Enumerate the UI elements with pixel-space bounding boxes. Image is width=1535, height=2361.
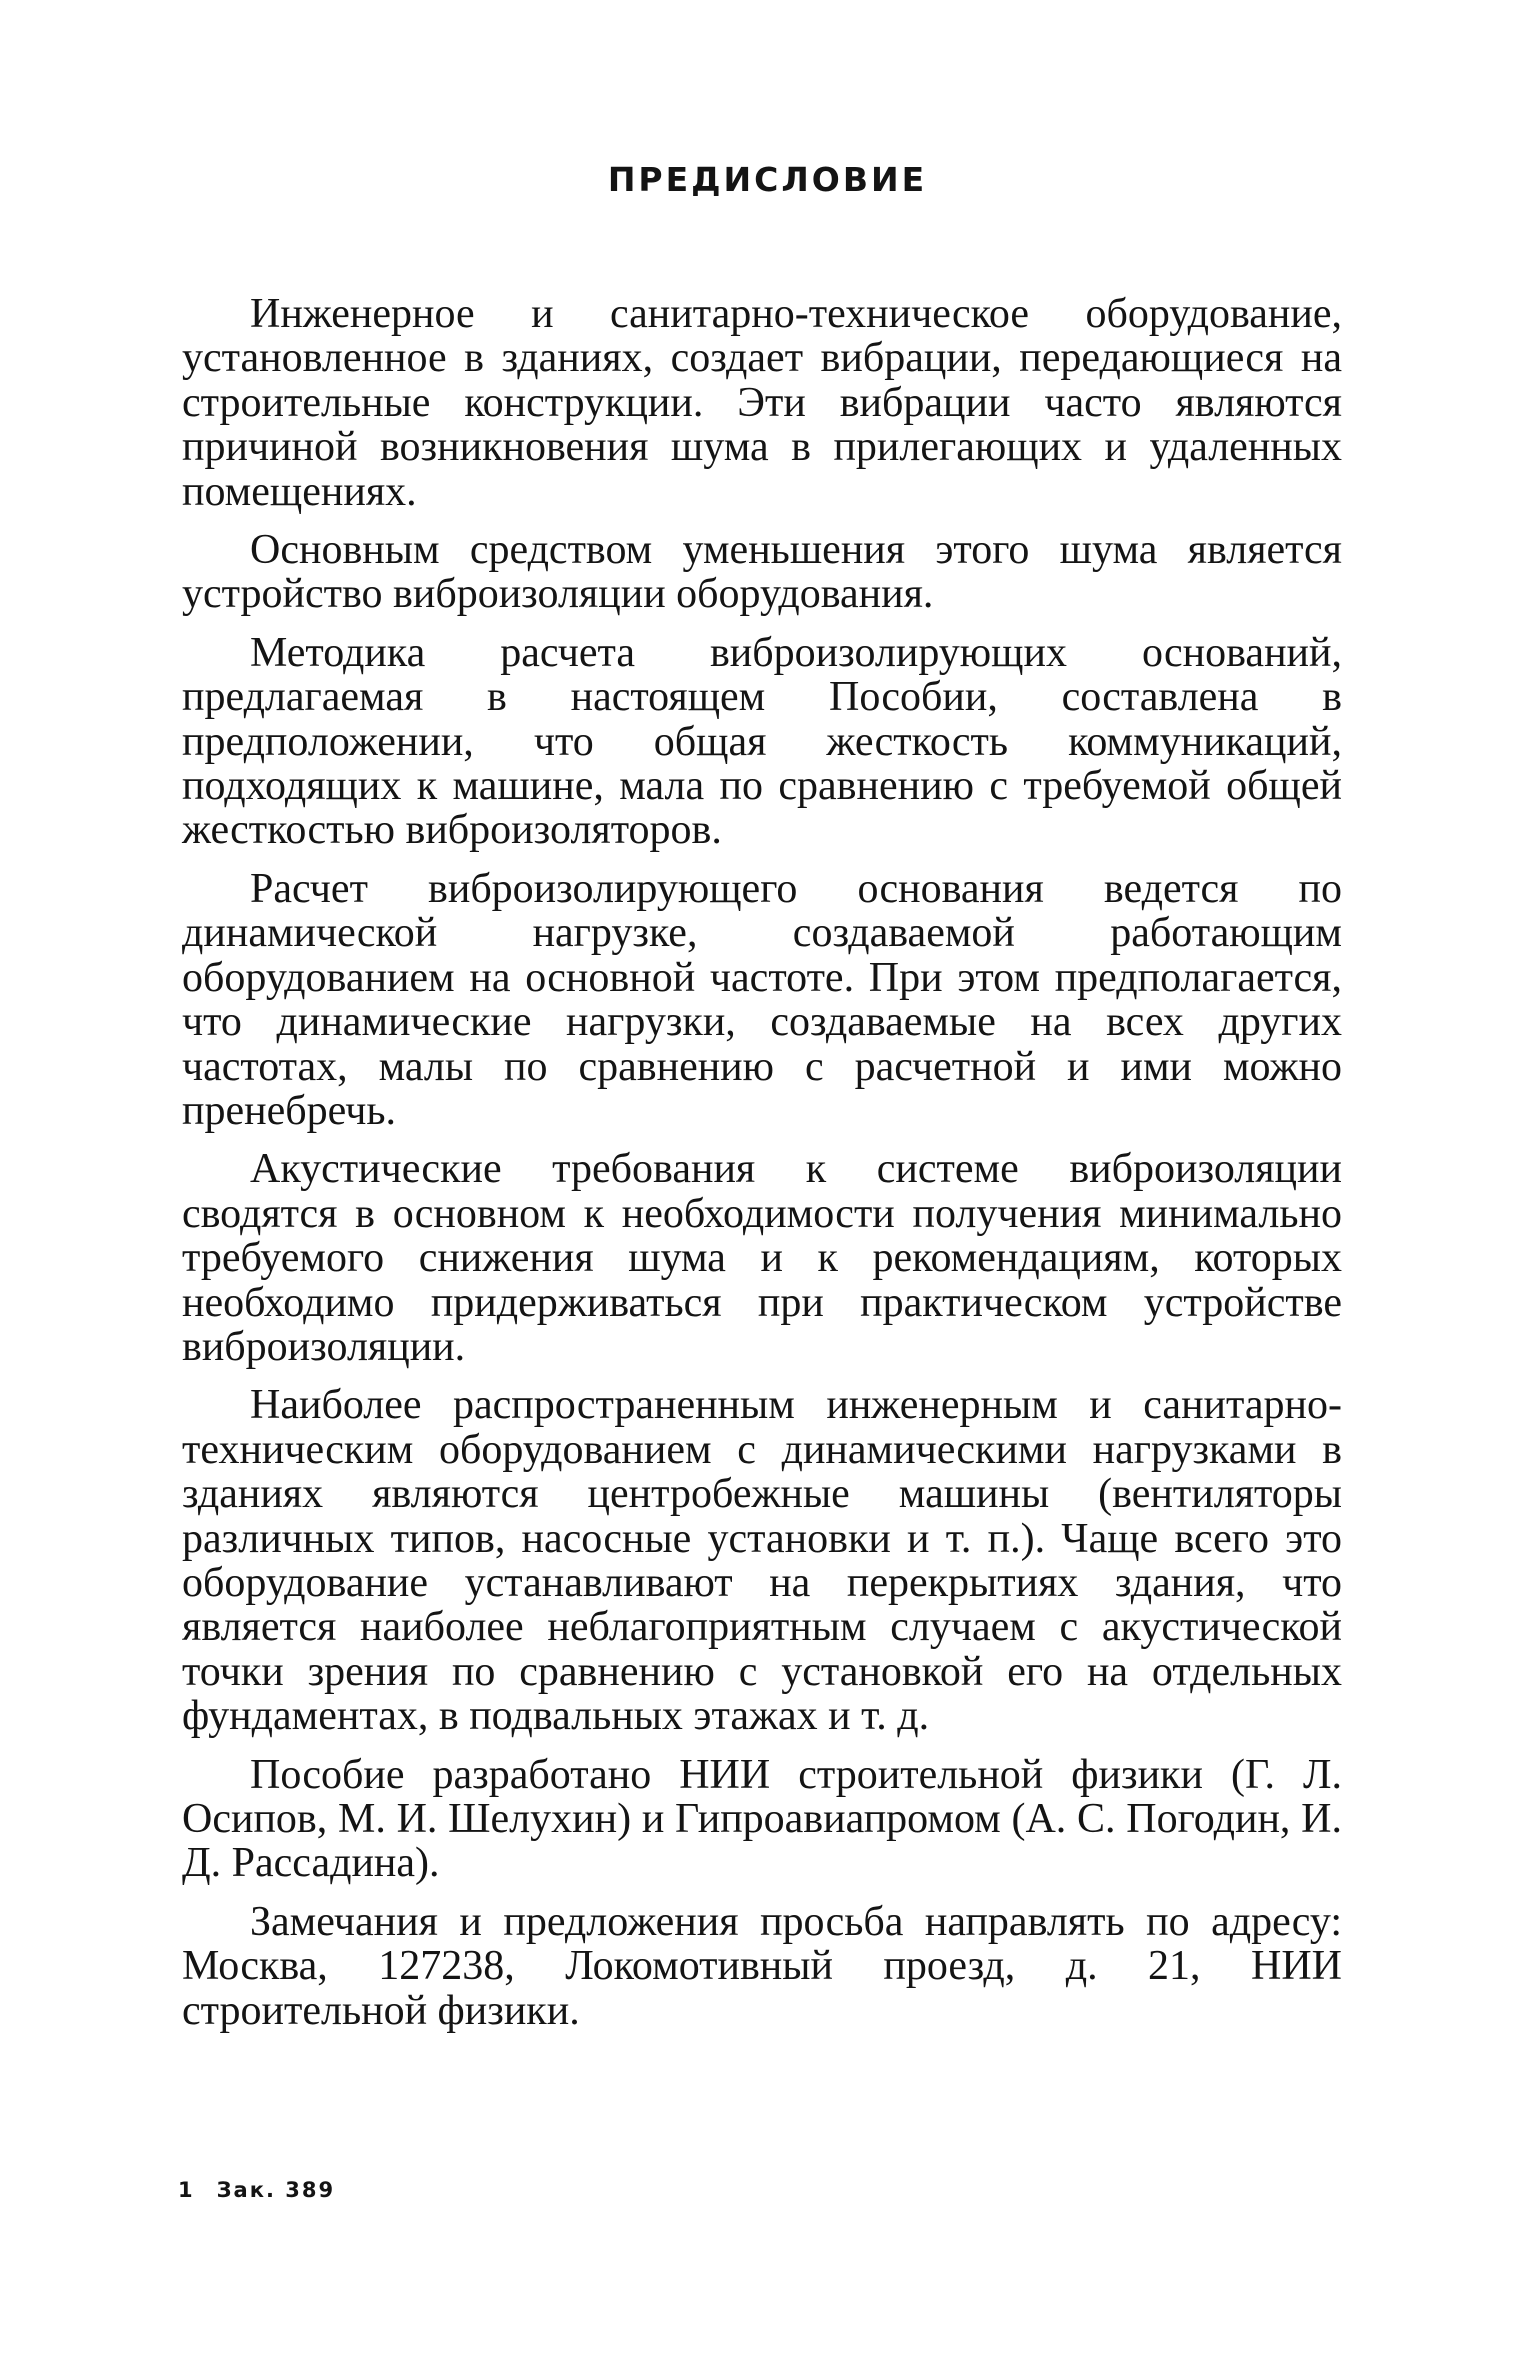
paragraph-7: Пособие разработано НИИ строительной физики (Г. Л. Осипов, М. И. Шелухин) и Гипроавиапромом (А. С. Погодин, И. Д. Рассадина). — [182, 1751, 1342, 1887]
paragraph-5: Акустические требования к системе виброизоляции сводятся в основном к необходимости получения минимально требуемого снижения шума и к рекомендациям, которых необходимо придерживаться при практическом устройстве виброизоляции. — [182, 1146, 1342, 1370]
paragraph-3: Методика расчета виброизолирующих оснований, предлагаемая в настоящем Пособии, составлена в предположении, что общая жесткость коммуникаций, подходящих к машине, мала по сравнению с требуемой общей жесткостью виброизоляторов. — [182, 629, 1342, 854]
page-title: ПРЕДИСЛОВИЕ — [607, 160, 928, 199]
paragraph-8: Замечания и предложения просьба направлять по адресу: Москва, 127238, Локомотивный проезд, д. 21, НИИ строительной физики. — [182, 1898, 1342, 2034]
paragraph-4: Расчет виброизолирующего основания ведется по динамической нагрузке, создаваемой работающим оборудованием на основной частоте. При этом предполагается, что динамические нагрузки, создаваемые на всех других частотах, малы по сравнению с расчетной и ими можно пренебречь. — [182, 865, 1342, 1134]
page-footer — [178, 2178, 357, 2202]
signature-mark: 1 — [178, 2178, 195, 2202]
paragraph-2: Основным средством уменьшения этого шума является устройство виброизоляции оборудования. — [182, 527, 1342, 618]
preface-body — [182, 292, 1342, 2047]
paragraph-6: Наиболее распространенным инженерным и санитарно-техническим оборудованием с динамическими нагрузками в зданиях являются центробежные машины (вентиляторы различных типов, насосные установки и т. п.). Чаще всего это оборудование устанавливают на перекрытиях здания, что является наиболее неблагоприятным случаем с акустической точки зрения по сравнению с установкой его на отдельных фундаментах, в подвальных этажах и т. д. — [182, 1382, 1342, 1740]
order-label: Зак. 389 — [216, 2178, 336, 2202]
paragraph-1: Инженерное и санитарно-техническое оборудование, установленное в зданиях, создает вибрации, передающиеся на строительные конструкции. Эти вибрации часто являются причиной возникновения шума в прилегающих и удаленных помещениях. — [182, 291, 1342, 515]
